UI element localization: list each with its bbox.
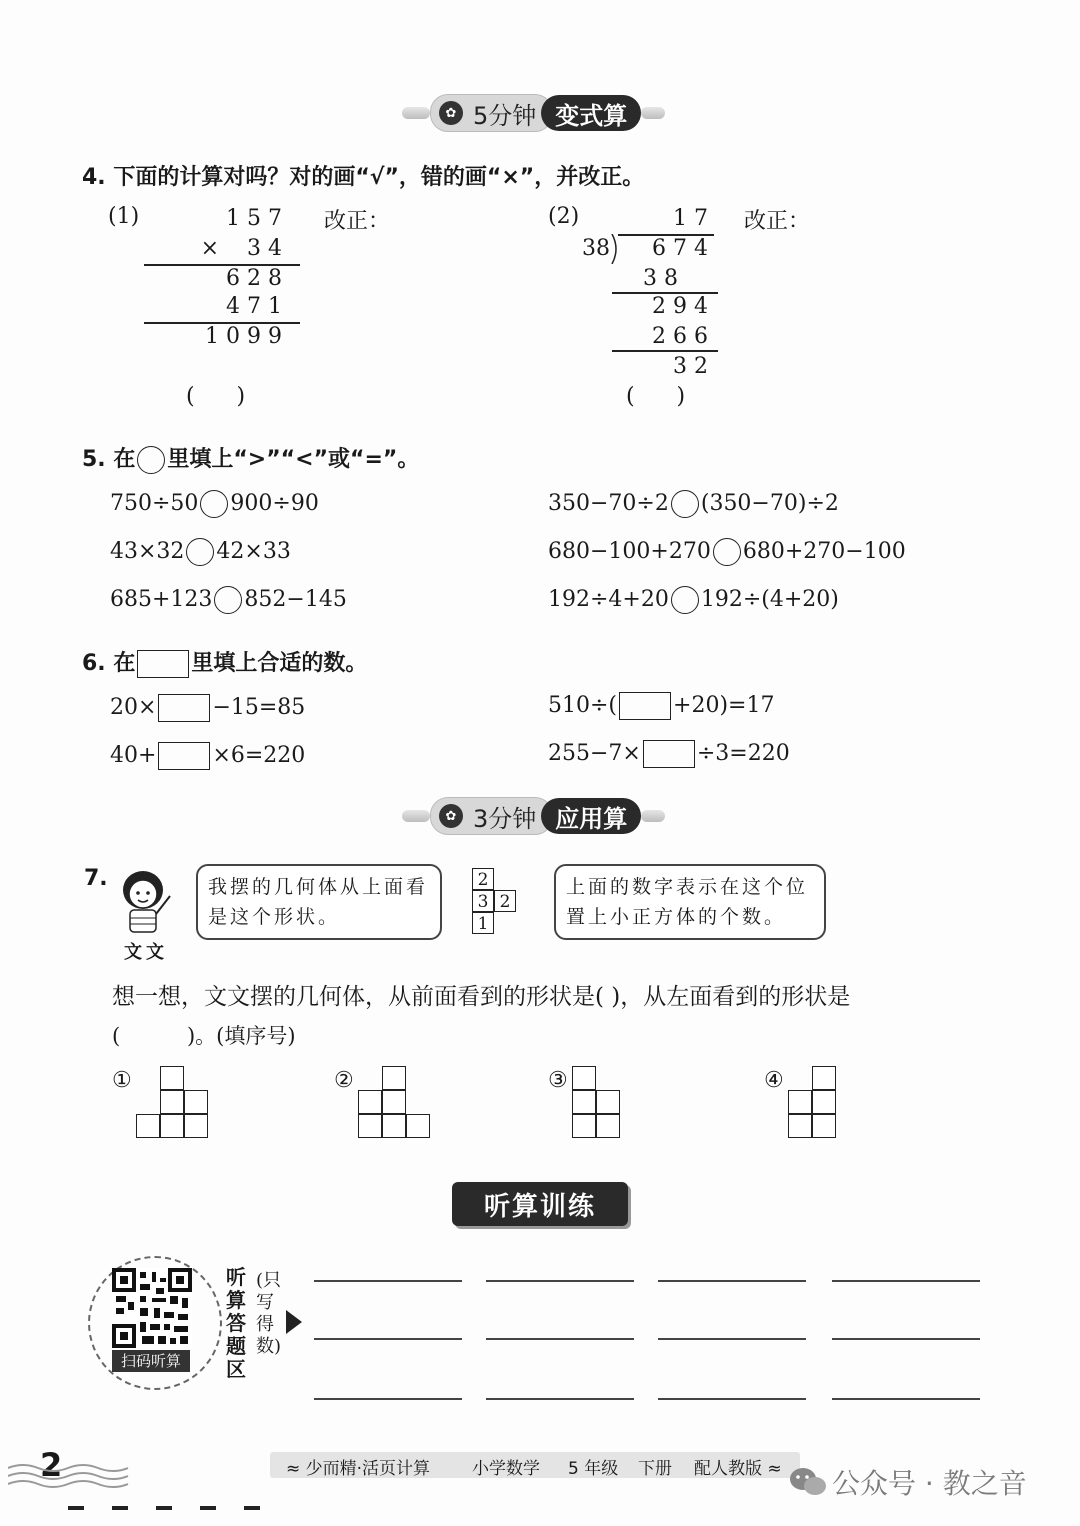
expr-left: 680−100+270 [548,539,711,564]
compare-circle[interactable] [200,490,228,518]
watermark-text: 公众号 · 教之音 [832,1467,1027,1500]
calc-line: 3 2 [673,354,708,379]
expr-right: 900÷90 [230,491,319,516]
figure-cell [358,1090,382,1114]
figure-cell [382,1066,406,1090]
calc-line: 6 2 8 [226,266,282,291]
character-name: 文文 [124,942,168,963]
clock-icon: ✿ [439,101,463,125]
q4-p1-answer[interactable]: ( ) [186,384,246,409]
calc-line: 3 8 [643,266,678,291]
q4-p1-calc [140,204,310,354]
expr-right: 192÷(4+20) [700,587,839,612]
calc-rule [612,350,718,352]
figure-cell [572,1090,596,1114]
expr-left: 350−70÷2 [548,491,669,516]
q4-title: 4. 下面的计算对吗？对的画“√”，错的画“×”，并改正。 [82,165,645,190]
figure-cell [382,1114,406,1138]
q6-title-suffix: 里填上合适的数。 [191,651,368,676]
q4-p2-label: (2) [548,204,580,229]
footer-grade: 5 年级 [568,1459,619,1479]
q7-question-line2: ( )。(填序号) [112,1024,296,1048]
figure-cell [812,1090,836,1114]
box-blank-icon [137,650,189,678]
q5-item [110,586,347,614]
figure-cell [788,1114,812,1138]
q5-item [110,490,319,518]
figure-cell [382,1090,406,1114]
q5-title-prefix: 5. 在 [82,447,136,472]
time-pill [430,94,553,132]
q5-item [548,586,839,614]
option-label: ③ [548,1068,568,1093]
answer-line[interactable] [314,1338,462,1340]
expr-right: ÷3=220 [696,741,790,766]
header-bar-left [402,107,430,119]
qr-label: 扫码听算 [112,1350,190,1372]
compare-circle[interactable] [713,538,741,566]
answer-line[interactable] [832,1280,980,1282]
expr-right: ×6=220 [212,743,306,768]
expr-right: 680+270−100 [742,539,906,564]
figure-cell [136,1114,160,1138]
compare-circle[interactable] [214,586,242,614]
expr-right: −15=85 [212,695,306,720]
q4-p1-correction: 改正： [324,209,391,234]
compare-circle[interactable] [671,586,699,614]
answer-line[interactable] [314,1280,462,1282]
arrow-right-icon [286,1310,302,1334]
listening-title: 听算训练 [452,1182,628,1226]
footer-subject: 小学数学 [472,1459,540,1479]
expr-left: 40+ [110,743,157,768]
q4-p1-label: (1) [108,204,140,229]
figure-cell [596,1114,620,1138]
calc-line: 2 9 4 [652,294,708,319]
answer-line[interactable] [658,1398,806,1400]
q6-title [82,646,367,678]
q5-item [548,538,906,566]
calc-line: 1 7 [673,206,708,231]
figure-cell [812,1066,836,1090]
divisor: 38 [582,236,610,261]
q4-p2-calc [580,204,730,384]
dash-decoration [68,1506,268,1510]
circle-blank-icon [137,446,165,474]
footer-volume: 下册 [638,1459,672,1479]
wechat-icon [788,1466,828,1498]
answer-line[interactable] [486,1338,634,1340]
calc-line: 4 7 1 [226,294,282,319]
top-view-grid [472,868,522,938]
figure-cell [184,1114,208,1138]
wave-decoration-icon [8,1462,132,1490]
figure-cell [160,1066,184,1090]
option-figure-3[interactable] [572,1066,622,1140]
option-figure-4[interactable] [788,1066,838,1140]
calc-line: × 3 4 [200,236,282,261]
girl-character-icon [110,866,180,938]
clock-icon: ✿ [439,804,463,828]
grid-cell: 1 [472,912,494,934]
q6-item [110,694,305,722]
fill-box[interactable] [158,694,210,722]
answer-area-note: (只写得数) [256,1270,282,1357]
section-header-2 [402,797,665,835]
header-bar-left [402,810,430,822]
q5-item [548,490,839,518]
q6-item [548,740,790,768]
grid-cell: 3 [472,890,494,912]
figure-cell [596,1090,620,1114]
speech-bubble-1: 我摆的几何体从上面看是这个形状。 [196,864,442,940]
compare-circle[interactable] [186,538,214,566]
answer-line[interactable] [486,1280,634,1282]
option-label: ① [112,1068,132,1093]
time-label: 3分钟 [473,804,537,833]
expr-left: 20× [110,695,157,720]
q7-number: 7. [84,866,108,891]
grid-cell: 2 [472,868,494,890]
fill-box[interactable] [643,740,695,768]
fill-box[interactable] [619,692,671,720]
q5-item [110,538,291,566]
header-bar-right [641,810,665,822]
figure-cell [184,1090,208,1114]
q7-question-line1: 想一想，文文摆的几何体，从前面看到的形状是( )，从左面看到的形状是 [112,984,851,1010]
speech-bubble-2: 上面的数字表示在这个位置上小正方体的个数。 [554,864,826,940]
q6-item [110,742,305,770]
figure-cell [572,1066,596,1090]
q4-p2-answer[interactable]: ( ) [626,384,686,409]
option-label: ② [334,1068,354,1093]
fill-box[interactable] [158,742,210,770]
q4-p2-correction: 改正： [744,209,811,234]
time-pill [430,797,553,835]
header-bar-right [641,107,665,119]
figure-cell [358,1114,382,1138]
answer-line[interactable] [832,1398,980,1400]
section-header-1 [402,94,665,132]
expr-left: 510÷( [548,693,618,718]
answer-line[interactable] [658,1338,806,1340]
expr-right: 42×33 [216,539,291,564]
expr-right: 852−145 [244,587,347,612]
figure-cell [812,1114,836,1138]
calc-line: 2 6 6 [652,324,708,349]
calc-line: 1 0 9 9 [205,324,282,349]
page-number: 2 [40,1446,63,1484]
figure-cell [788,1090,812,1114]
time-label: 5分钟 [473,101,537,130]
section-tag: 应用算 [541,798,641,834]
figure-cell [406,1114,430,1138]
grid-cell: 2 [494,890,516,912]
q6-item [548,692,774,720]
q6-title-prefix: 6. 在 [82,651,136,676]
option-figure-2[interactable] [358,1066,432,1140]
qr-code-icon[interactable] [112,1268,192,1348]
answer-line[interactable] [658,1280,806,1282]
section-tag: 变式算 [541,95,641,131]
q5-title [82,442,419,474]
answer-area-label: 听算答题区 [226,1265,246,1381]
footer-edition: 配人教版 ≈ [694,1459,782,1479]
figure-cell [160,1114,184,1138]
option-figure-1[interactable] [136,1066,210,1140]
calc-line: 1 5 7 [226,206,282,231]
expr-left: 192÷4+20 [548,587,669,612]
option-label: ④ [764,1068,784,1093]
answer-line[interactable] [314,1398,462,1400]
expr-left: 685+123 [110,587,213,612]
answer-line[interactable] [832,1338,980,1340]
expr-left: 255−7× [548,741,641,766]
footer-book: ≈ 少而精·活页计算 [286,1459,431,1479]
q5-title-suffix: 里填上“>”“<”或“=”。 [167,447,420,472]
figure-cell [572,1114,596,1138]
figure-cell [160,1090,184,1114]
expr-left: 43×32 [110,539,185,564]
expr-right: +20)=17 [673,693,775,718]
answer-line[interactable] [486,1398,634,1400]
compare-circle[interactable] [671,490,699,518]
expr-right: (350−70)÷2 [700,491,839,516]
dividend: 6 7 4 [652,236,708,261]
expr-left: 750÷50 [110,491,199,516]
